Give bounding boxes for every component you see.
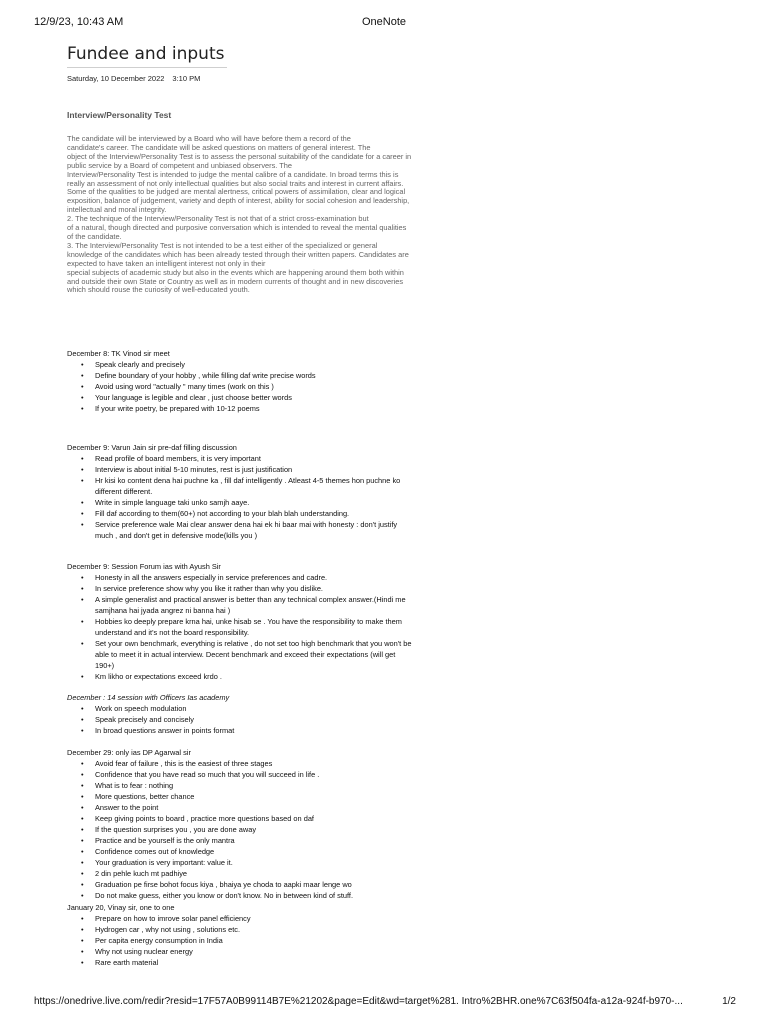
bullet-list (67, 453, 487, 541)
bullet-item (95, 519, 487, 541)
bullet-text-line: much , and don't get in defensive mode(kills you ) (95, 531, 258, 540)
note-section (67, 747, 487, 901)
bullet-item (95, 913, 487, 924)
page-date: Saturday, 10 December 2022 (67, 74, 165, 83)
bullet-item (95, 594, 487, 616)
interview-line: intellectual and moral integrity. (67, 205, 167, 215)
bullet-item (95, 714, 487, 725)
bullet-text-line: • If your write poetry, be prepared with 10-12 poems (95, 404, 260, 413)
interview-line: 3. The Interview/Personality Test is not intended to be a test either of the specialized or general (67, 240, 378, 250)
bullet-text-line: • Per capita energy consumption in India (95, 936, 223, 945)
bullet-text-line: different different. (95, 487, 153, 496)
bullet-text-line: • Your language is legible and clear , just choose better words (95, 393, 292, 402)
bullet-item (95, 769, 487, 780)
bullet-text-line: • Km likho or expectations exceed krdo . (95, 672, 222, 681)
interview-line: 2. The technique of the Interview/Personality Test is not that of a strict cross-examination but (67, 214, 369, 224)
bullet-text-line: • Speak precisely and concisely (95, 715, 195, 724)
bullet-item (95, 935, 487, 946)
bullet-item (95, 890, 487, 901)
note-section (67, 561, 487, 682)
bullet-text-line: • Hobbies ko deeply prepare krna hai, unke hisab se . You have the responsibility to make them (95, 617, 402, 626)
bullet-item (95, 638, 487, 671)
note-section (67, 692, 487, 736)
bullet-text-line: • Keep giving points to board , practice more questions based on daf (95, 814, 314, 823)
note-section (67, 348, 487, 414)
bullet-item (95, 359, 487, 370)
bullet-item (95, 725, 487, 736)
interview-text (67, 135, 487, 295)
interview-line: knowledge of the candidates which has been already tested through their written papers. Candidates are (67, 249, 409, 259)
bullet-item (95, 924, 487, 935)
bullet-text-line: able to meet it in actual interview. Decent benchmark and exceed their expectations (will get (95, 650, 396, 659)
bullet-text-line: • Practice and be yourself is the only mantra (95, 836, 235, 845)
bullet-item (95, 453, 487, 464)
bullet-item (95, 868, 487, 879)
note-section (67, 902, 487, 968)
bullet-item (95, 791, 487, 802)
section-heading: December : 14 session with Officers Ias academy (67, 693, 230, 702)
bullet-text-line: • Confidence that you have read so much that you will succeed in life . (95, 770, 320, 779)
interview-line: of the candidate. (67, 231, 122, 241)
bullet-item (95, 703, 487, 714)
bullet-text-line: • 2 din pehle kuch mt padhiye (95, 869, 188, 878)
interview-line: expected to have taken an intelligent interest not only in their (67, 258, 266, 268)
bullet-text-line: • Fill daf according to them(60+) not according to your blah blah understanding. (95, 509, 350, 518)
bullet-item (95, 780, 487, 791)
interview-line: and outside their own State or Country as well as in modern currents of thought and in new discoveries (67, 276, 404, 286)
interview-line: object of the Interview/Personality Test is to assess the personal suitability of the candidate for a career in (67, 151, 412, 161)
bullet-item (95, 475, 487, 497)
bullet-text-line: • Confidence comes out of knowledge (95, 847, 215, 856)
interview-line: candidate's career. The candidate will be asked questions on matters of general interest. The (67, 142, 371, 152)
bullet-text-line: • In broad questions answer in points format (95, 726, 235, 735)
bullet-item (95, 824, 487, 835)
interview-line: really an assessment of not only intellectual qualities but also social traits and interest in current affairs. (67, 178, 404, 188)
bullet-text-line: • What is to fear : nothing (95, 781, 174, 790)
bullet-item (95, 370, 487, 381)
interview-line: of a natural, though directed and purposive conversation which is intended to reveal the mental qualities (67, 223, 407, 233)
print-app-name: OneNote (361, 16, 407, 28)
bullet-list (67, 913, 487, 968)
bullet-text-line: samjhana hai jyada angrez ni banna hai ) (95, 606, 231, 615)
bullet-item (95, 497, 487, 508)
bullet-text-line: • A simple generalist and practical answer is better than any technical complex answer.(Hindi me (95, 595, 406, 604)
bullet-item (95, 671, 487, 682)
bullet-list (67, 359, 487, 414)
bullet-list (67, 703, 487, 736)
bullet-text-line: • Graduation pe firse bohot focus kiya , bhaiya ye choda to aapki maar lenge wo (95, 880, 352, 889)
bullet-text-line: • Hydrogen car , why not using , solutions etc. (95, 925, 241, 934)
bullet-text-line: • Do not make guess, either you know or don't know. No in between kind of stuff. (95, 891, 354, 900)
interview-line: exposition, balance of judgement, variety and depth of interest, ability for social cohesion and leadership, (67, 196, 410, 206)
bullet-item (95, 758, 487, 769)
page-time: 3:10 PM (172, 74, 201, 83)
section-heading: December 8: TK Vinod sir meet (67, 349, 170, 358)
bullet-item (95, 392, 487, 403)
bullet-text-line: • Honesty in all the answers especially in service preferences and cadre. (95, 573, 328, 582)
bullet-text-line: • Prepare on how to imrove solar panel efficiency (95, 914, 251, 923)
bullet-list (67, 572, 487, 682)
bullet-item (95, 802, 487, 813)
print-page-number: 1/2 (722, 996, 736, 1007)
interview-heading: Interview/Personality Test (67, 110, 172, 120)
bullet-text-line: • Rare earth material (95, 958, 159, 967)
bullet-text-line: • Why not using nuclear energy (95, 947, 193, 956)
bullet-text-line: • Read profile of board members, it is very important (95, 454, 261, 463)
bullet-text-line: • More questions, better chance (95, 792, 195, 801)
interview-line: Some of the qualities to be judged are mental alertness, critical powers of assimilation, clear and logical (67, 187, 406, 197)
section-heading: December 29: only ias DP Agarwal sir (67, 748, 191, 757)
bullet-text-line: • Interview is about initial 5-10 minutes, rest is just justification (95, 465, 293, 474)
bullet-text-line: • Set your own benchmark, everything is relative , do not set too high benchmark that you won't be (95, 639, 412, 648)
bullet-text-line: • Service preference wale Mai clear answer dena hai ek hi baar mai with honesty : don't justify (95, 520, 398, 529)
interview-line: special subjects of academic study but also in the events which are happening around them both within (67, 267, 404, 277)
page-datetime (67, 74, 487, 83)
print-url: https://onedrive.live.com/redir?resid=17F57A0B99114B7E%21202&page=Edit&wd=target%281. Intro%2BHR.one%7C63f504fa-a12a-924f-b970-... (34, 996, 683, 1007)
bullet-item (95, 857, 487, 868)
page-title[interactable]: Fundee and inputs (67, 40, 227, 68)
print-datetime: 12/9/23, 10:43 AM (34, 16, 124, 28)
bullet-text-line: • Work on speech modulation (95, 704, 187, 713)
interview-line: which should rouse the curiosity of well-educated youth. (67, 285, 250, 295)
bullet-text-line: understand and it's not the board responsibility. (95, 628, 250, 637)
bullet-text-line: • Write in simple language taki unko samjh aaye. (95, 498, 250, 507)
bullet-item (95, 846, 487, 857)
bullet-item (95, 508, 487, 519)
bullet-item (95, 835, 487, 846)
bullet-item (95, 813, 487, 824)
bullet-list (67, 758, 487, 901)
interview-line: The candidate will be interviewed by a Board who will have before them a record of the (67, 134, 351, 143)
bullet-text-line: • Define boundary of your hobby , while filling daf write precise words (95, 371, 316, 380)
bullet-text-line: • Avoid fear of failure , this is the easiest of three stages (95, 759, 273, 768)
bullet-text-line: • Answer to the point (95, 803, 159, 812)
bullet-text-line: • Avoid using word "actually " many times (work on this ) (95, 382, 274, 391)
interview-line: public service by a Board of competent and unbiased observers. The (67, 160, 292, 170)
bullet-text-line: • Speak clearly and precisely (95, 360, 185, 369)
bullet-item (95, 946, 487, 957)
section-heading: January 20, Vinay sir, one to one (67, 903, 175, 912)
bullet-text-line: • If the question surprises you , you are done away (95, 825, 257, 834)
bullet-text-line: • Hr kisi ko content dena hai puchne ka , fill daf intelligently . Atleast 4-5 themes hon puchne ko (95, 476, 401, 485)
bullet-item (95, 616, 487, 638)
bullet-text-line: • In service preference show why you like it rather than why you dislike. (95, 584, 323, 593)
bullet-item (95, 879, 487, 890)
note-section (67, 442, 487, 541)
bullet-item (95, 403, 487, 414)
bullet-item (95, 583, 487, 594)
bullet-item (95, 464, 487, 475)
bullet-item (95, 957, 487, 968)
bullet-item (95, 381, 487, 392)
interview-line: Interview/Personality Test is intended to judge the mental calibre of a candidate. In broad terms this is (67, 169, 399, 179)
onenote-page (67, 40, 487, 967)
bullet-text-line: 190+) (95, 661, 115, 670)
section-heading: December 9: Session Forum ias with Ayush Sir (67, 562, 221, 571)
bullet-item (95, 572, 487, 583)
bullet-text-line: • Your graduation is very important: value it. (95, 858, 233, 867)
section-heading: December 9: Varun Jain sir pre-daf filling discussion (67, 443, 237, 452)
